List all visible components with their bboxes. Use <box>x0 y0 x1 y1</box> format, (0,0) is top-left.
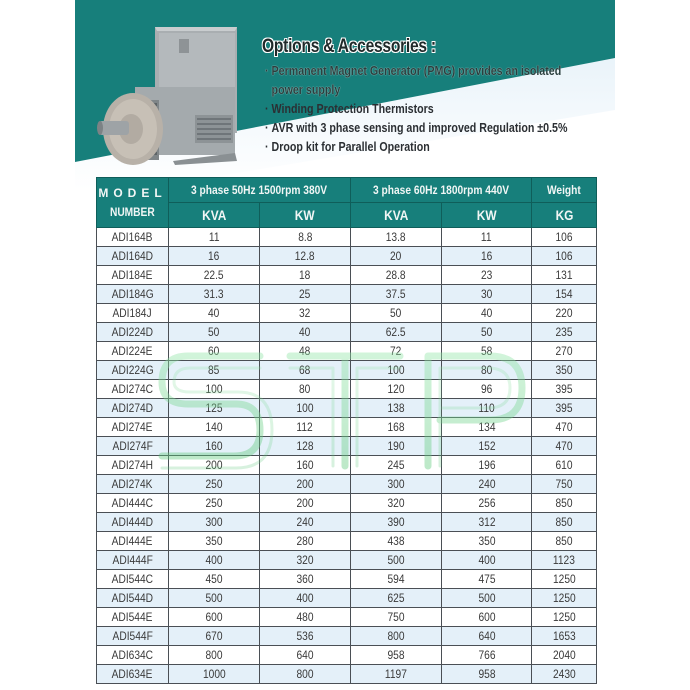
cell-kw60: 640 <box>442 627 532 646</box>
table-row <box>97 589 597 608</box>
cell-kw50: 40 <box>260 323 351 342</box>
cell-kva60: 100 <box>351 361 442 380</box>
table-row <box>97 361 597 380</box>
cell-kva60: 500 <box>351 551 442 570</box>
table-row <box>97 665 597 684</box>
cell-kw60: 766 <box>442 646 532 665</box>
cell-kva60: 72 <box>351 342 442 361</box>
cell-kg: 850 <box>532 494 597 513</box>
table-row <box>97 608 597 627</box>
cell-kva60: 120 <box>351 380 442 399</box>
cell-kw60: 312 <box>442 513 532 532</box>
cell-kw60: 16 <box>442 247 532 266</box>
table-row <box>97 570 597 589</box>
cell-model: ADI634E <box>97 665 169 684</box>
cell-kva60: 13.8 <box>351 228 442 247</box>
cell-kva60: 800 <box>351 627 442 646</box>
cell-kw50: 32 <box>260 304 351 323</box>
option-item: · Winding Protection Thermistors <box>265 101 434 116</box>
option-item: · Droop kit for Parallel Operation <box>265 139 430 154</box>
header-kva-50: KVA <box>169 203 260 228</box>
header-kw-50: KW <box>260 203 351 228</box>
cell-kva50: 400 <box>169 551 260 570</box>
cell-kw50: 25 <box>260 285 351 304</box>
table-row <box>97 532 597 551</box>
cell-kva60: 62.5 <box>351 323 442 342</box>
cell-kva60: 300 <box>351 475 442 494</box>
cell-kw60: 58 <box>442 342 532 361</box>
table-row <box>97 494 597 513</box>
cell-kw60: 30 <box>442 285 532 304</box>
cell-kw50: 160 <box>260 456 351 475</box>
generator-image <box>95 25 245 165</box>
cell-kva50: 140 <box>169 418 260 437</box>
cell-model: ADI224G <box>97 361 169 380</box>
cell-kva60: 138 <box>351 399 442 418</box>
cell-kw60: 240 <box>442 475 532 494</box>
options-title: Options & Accessories : <box>262 36 436 57</box>
spec-table <box>96 177 597 684</box>
cell-kva60: 190 <box>351 437 442 456</box>
cell-kw50: 240 <box>260 513 351 532</box>
cell-kw50: 68 <box>260 361 351 380</box>
cell-kg: 220 <box>532 304 597 323</box>
cell-kva60: 438 <box>351 532 442 551</box>
cell-kva60: 958 <box>351 646 442 665</box>
cell-kw60: 256 <box>442 494 532 513</box>
cell-model: ADI184G <box>97 285 169 304</box>
table-row <box>97 323 597 342</box>
cell-kva60: 50 <box>351 304 442 323</box>
cell-kw60: 152 <box>442 437 532 456</box>
cell-kva50: 300 <box>169 513 260 532</box>
cell-kva50: 200 <box>169 456 260 475</box>
table-row <box>97 418 597 437</box>
cell-kw50: 128 <box>260 437 351 456</box>
cell-kg: 106 <box>532 228 597 247</box>
cell-kva50: 500 <box>169 589 260 608</box>
cell-kw60: 11 <box>442 228 532 247</box>
table-row <box>97 247 597 266</box>
cell-kva50: 250 <box>169 494 260 513</box>
cell-kw50: 360 <box>260 570 351 589</box>
cell-kva60: 750 <box>351 608 442 627</box>
cell-kw50: 480 <box>260 608 351 627</box>
cell-model: ADI164D <box>97 247 169 266</box>
cell-kg: 2430 <box>532 665 597 684</box>
cell-kva50: 85 <box>169 361 260 380</box>
cell-kva50: 40 <box>169 304 260 323</box>
cell-kva60: 37.5 <box>351 285 442 304</box>
cell-kw60: 196 <box>442 456 532 475</box>
cell-model: ADI274D <box>97 399 169 418</box>
table-row <box>97 627 597 646</box>
cell-kw60: 500 <box>442 589 532 608</box>
cell-kg: 235 <box>532 323 597 342</box>
cell-kg: 395 <box>532 399 597 418</box>
cell-kw50: 8.8 <box>260 228 351 247</box>
cell-kg: 1250 <box>532 570 597 589</box>
cell-kw60: 600 <box>442 608 532 627</box>
cell-kg: 270 <box>532 342 597 361</box>
cell-kg: 350 <box>532 361 597 380</box>
cell-kw50: 800 <box>260 665 351 684</box>
bullet-icon: · <box>265 139 269 154</box>
cell-kw50: 80 <box>260 380 351 399</box>
cell-kva50: 600 <box>169 608 260 627</box>
cell-kw50: 112 <box>260 418 351 437</box>
cell-kg: 1250 <box>532 589 597 608</box>
cell-kg: 470 <box>532 418 597 437</box>
cell-kva50: 125 <box>169 399 260 418</box>
cell-kw50: 640 <box>260 646 351 665</box>
cell-kw60: 134 <box>442 418 532 437</box>
cell-kva50: 350 <box>169 532 260 551</box>
bullet-icon: · <box>265 63 269 78</box>
cell-kg: 850 <box>532 513 597 532</box>
cell-kva60: 625 <box>351 589 442 608</box>
cell-model: ADI164B <box>97 228 169 247</box>
cell-kg: 106 <box>532 247 597 266</box>
bullet-icon: · <box>265 120 269 135</box>
cell-kw50: 12.8 <box>260 247 351 266</box>
cell-kg: 131 <box>532 266 597 285</box>
table-row <box>97 513 597 532</box>
option-item: · Permanent Magnet Generator (PMG) provides an isolated power supply <box>265 63 562 97</box>
cell-kva50: 670 <box>169 627 260 646</box>
options-list <box>265 61 626 156</box>
cell-model: ADI444F <box>97 551 169 570</box>
cell-kw50: 400 <box>260 589 351 608</box>
cell-kg: 750 <box>532 475 597 494</box>
cell-kw50: 200 <box>260 475 351 494</box>
cell-kw60: 400 <box>442 551 532 570</box>
cell-kw60: 23 <box>442 266 532 285</box>
cell-kva50: 250 <box>169 475 260 494</box>
header-kw-60: KW <box>442 203 532 228</box>
cell-kva60: 390 <box>351 513 442 532</box>
header-model-number: MODEL NUMBER <box>97 178 169 228</box>
table-row <box>97 285 597 304</box>
cell-kg: 1123 <box>532 551 597 570</box>
cell-kw60: 110 <box>442 399 532 418</box>
cell-model: ADI184E <box>97 266 169 285</box>
cell-kw60: 350 <box>442 532 532 551</box>
cell-kva50: 450 <box>169 570 260 589</box>
cell-kva60: 1197 <box>351 665 442 684</box>
cell-kva60: 20 <box>351 247 442 266</box>
cell-model: ADI274H <box>97 456 169 475</box>
header-50hz-group: 3 phase 50Hz 1500rpm 380V <box>169 178 351 203</box>
cell-kg: 154 <box>532 285 597 304</box>
cell-model: ADI544E <box>97 608 169 627</box>
cell-kva60: 594 <box>351 570 442 589</box>
cell-kg: 1250 <box>532 608 597 627</box>
cell-kw50: 536 <box>260 627 351 646</box>
table-row <box>97 342 597 361</box>
table-row <box>97 437 597 456</box>
cell-model: ADI544C <box>97 570 169 589</box>
cell-model: ADI544D <box>97 589 169 608</box>
table-row <box>97 304 597 323</box>
table-row <box>97 380 597 399</box>
cell-kw60: 50 <box>442 323 532 342</box>
cell-model: ADI634C <box>97 646 169 665</box>
cell-kg: 2040 <box>532 646 597 665</box>
cell-kw50: 48 <box>260 342 351 361</box>
header-kg: KG <box>532 203 597 228</box>
cell-kva50: 22.5 <box>169 266 260 285</box>
cell-kva60: 168 <box>351 418 442 437</box>
cell-kw50: 100 <box>260 399 351 418</box>
cell-kw60: 475 <box>442 570 532 589</box>
cell-kva50: 31.3 <box>169 285 260 304</box>
cell-model: ADI274C <box>97 380 169 399</box>
cell-model: ADI224D <box>97 323 169 342</box>
cell-kw60: 80 <box>442 361 532 380</box>
cell-kva60: 28.8 <box>351 266 442 285</box>
cell-model: ADI274F <box>97 437 169 456</box>
cell-kva50: 800 <box>169 646 260 665</box>
cell-model: ADI444E <box>97 532 169 551</box>
cell-kva50: 11 <box>169 228 260 247</box>
cell-kw60: 96 <box>442 380 532 399</box>
cell-model: ADI224E <box>97 342 169 361</box>
cell-kg: 1653 <box>532 627 597 646</box>
cell-kva50: 1000 <box>169 665 260 684</box>
header-60hz-group: 3 phase 60Hz 1800rpm 440V <box>351 178 532 203</box>
cell-kva50: 16 <box>169 247 260 266</box>
table-row <box>97 228 597 247</box>
cell-kw50: 280 <box>260 532 351 551</box>
cell-model: ADI544F <box>97 627 169 646</box>
header-weight: Weight <box>532 178 597 203</box>
spec-table-body <box>97 228 597 684</box>
cell-kva60: 245 <box>351 456 442 475</box>
bullet-icon: · <box>265 101 269 116</box>
cell-kw50: 18 <box>260 266 351 285</box>
table-row <box>97 399 597 418</box>
cell-kg: 850 <box>532 532 597 551</box>
table-row <box>97 266 597 285</box>
cell-kg: 470 <box>532 437 597 456</box>
table-row <box>97 551 597 570</box>
table-row <box>97 475 597 494</box>
cell-model: ADI274K <box>97 475 169 494</box>
cell-model: ADI184J <box>97 304 169 323</box>
option-item: · AVR with 3 phase sensing and improved Regulation ±0.5% <box>265 120 568 135</box>
cell-kw60: 958 <box>442 665 532 684</box>
cell-kw50: 200 <box>260 494 351 513</box>
cell-model: ADI274E <box>97 418 169 437</box>
table-row <box>97 646 597 665</box>
cell-kva60: 320 <box>351 494 442 513</box>
table-row <box>97 456 597 475</box>
cell-kw50: 320 <box>260 551 351 570</box>
cell-kg: 610 <box>532 456 597 475</box>
cell-kva50: 160 <box>169 437 260 456</box>
cell-kva50: 50 <box>169 323 260 342</box>
cell-kg: 395 <box>532 380 597 399</box>
cell-model: ADI444C <box>97 494 169 513</box>
cell-kva50: 60 <box>169 342 260 361</box>
cell-kva50: 100 <box>169 380 260 399</box>
cell-model: ADI444D <box>97 513 169 532</box>
cell-kw60: 40 <box>442 304 532 323</box>
header-kva-60: KVA <box>351 203 442 228</box>
